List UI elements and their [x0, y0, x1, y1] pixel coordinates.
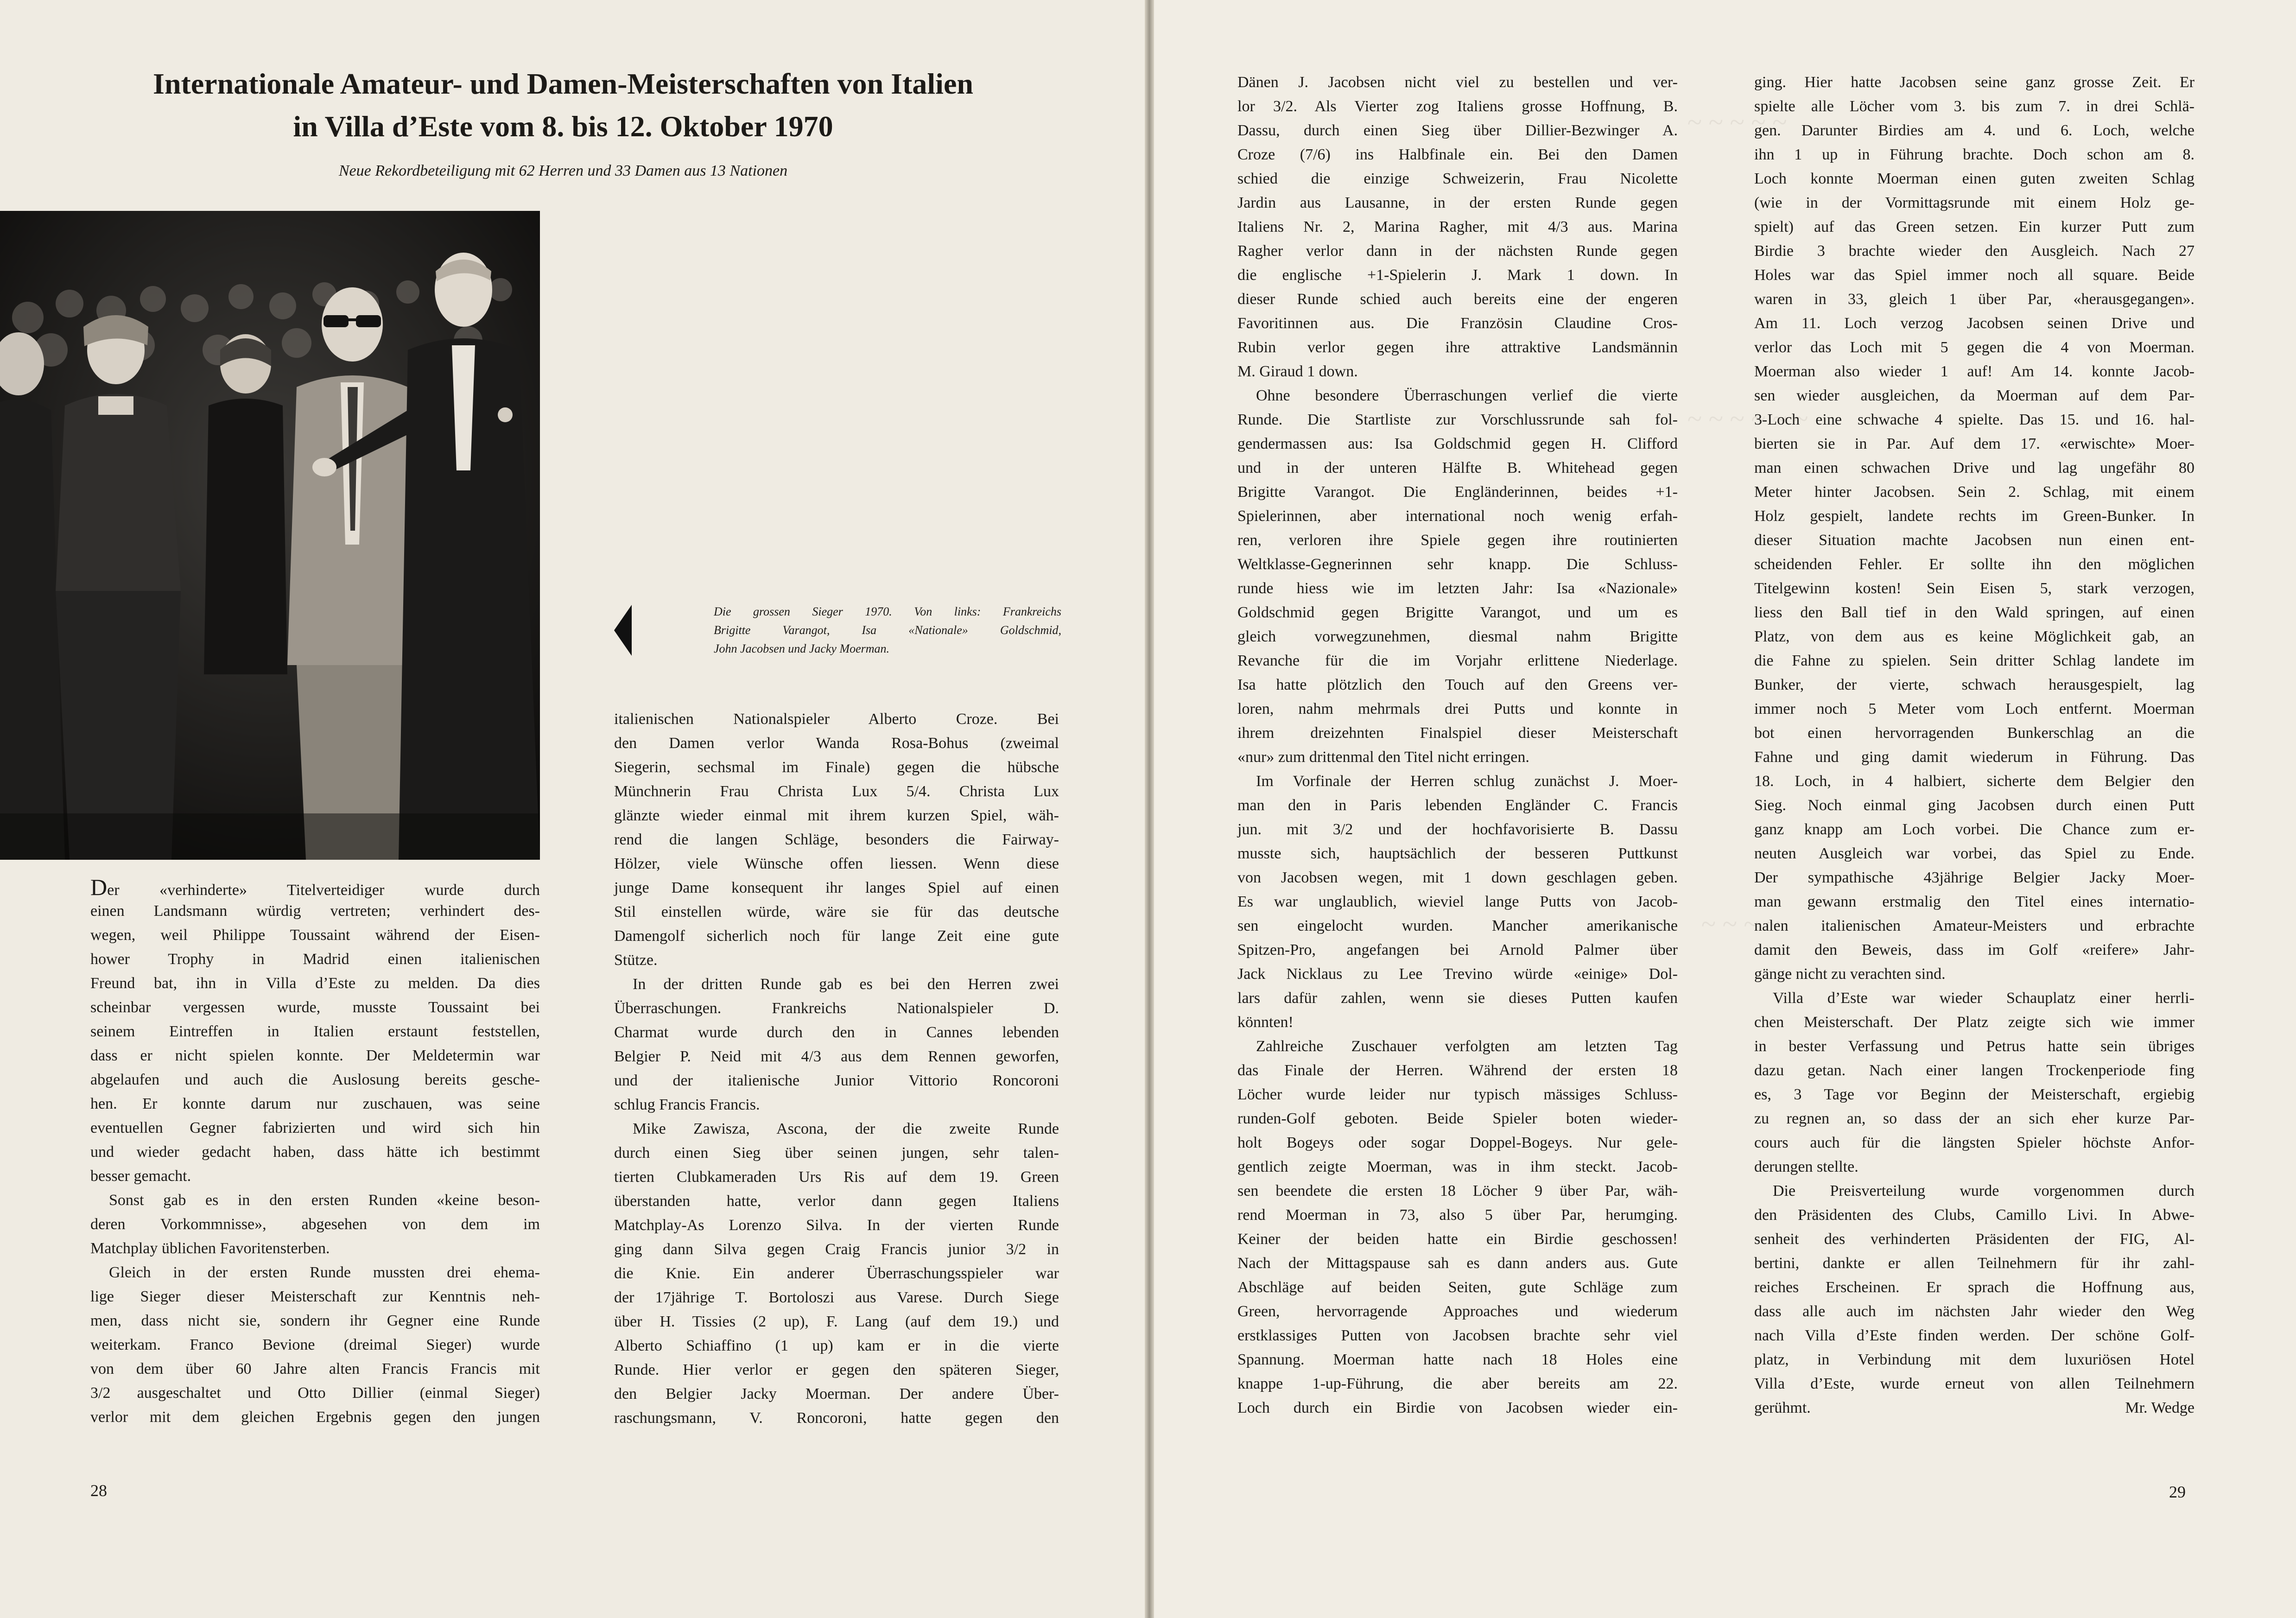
article-subtitle: Neue Rekordbeteiligung mit 62 Herren und 33 Damen aus 13 Nationen	[338, 162, 788, 179]
text-line: italienischen Nationalspieler Alberto Croze. Bei	[614, 711, 1059, 728]
text-line: der 17jährige T. Bortoloszi aus Varese. Durch Siege	[614, 1289, 1059, 1306]
text-line: in bester Verfassung und Petrus hatte sein übriges	[1754, 1038, 2195, 1055]
text-line: verlor mit dem gleichen Ergebnis gegen den jungen	[90, 1409, 540, 1426]
text-line: Weltklasse-Gegnerinnen sehr knapp. Die Schluss-	[1237, 556, 1678, 573]
winners-photo-illustration	[0, 211, 540, 860]
text-line: von dem über 60 Jahre alten Francis Francis mit	[90, 1360, 540, 1377]
binding-gutter	[1145, 0, 1154, 1618]
text-line: sen eingelocht wurden. Mancher amerikanische	[1237, 917, 1678, 934]
text-line: spielt) auf das Green setzen. Ein kurzer Putt zum	[1754, 218, 2195, 235]
text-line: Favoritinnen aus. Die Französin Claudine Cros-	[1237, 315, 1678, 332]
text-line: Matchplay-As Lorenzo Silva. In der vierten Runde	[614, 1217, 1059, 1234]
text-line: Spannung. Moerman hatte nach 18 Holes eine	[1237, 1351, 1678, 1368]
show-through-text: ~ ~ ~ ~ ~ ~	[1687, 404, 1808, 434]
text-line: Revanche für die im Vorjahr erlittene Niederlage.	[1237, 652, 1678, 669]
text-line: hen. Er konnte darum nur zuschauen, was seine	[90, 1095, 540, 1112]
text-line: Hölzer, viele Wünsche offen liessen. Wenn diese	[614, 855, 1059, 872]
text-line: Spitzen-Pro, angefangen bei Arnold Palmer über	[1237, 941, 1678, 958]
text-line: sen beendete die ersten 18 Löcher 9 über Par, wäh-	[1237, 1182, 1678, 1199]
text-line: gendermassen aus: Isa Goldschmid gegen H. Clifford	[1237, 435, 1678, 452]
page-number-left: 28	[90, 1481, 107, 1500]
text-line: hower Trophy in Madrid einen italienischen	[90, 951, 540, 968]
text-line: 18. Loch, in 4 halbiert, sicherte dem Belgier den	[1754, 773, 2195, 790]
text-line: und der italienische Junior Vittorio Roncoroni	[614, 1072, 1059, 1089]
text-line: verlor das Loch mit 5 gegen die 4 von Moerman.	[1754, 339, 2195, 356]
text-line: derungen stellte.	[1754, 1158, 1858, 1175]
text-line: Goldschmid gegen Brigitte Varangot, und um es	[1237, 604, 1678, 621]
text-line: Brigitte Varangot. Die Engländerinnen, beides +1-	[1237, 483, 1678, 501]
text-line: Alberto Schiaffino (1 up) kam er in die vierte	[614, 1337, 1059, 1354]
text-line: lars dafür zahlen, wenn sie dieses Putten kaufen	[1237, 990, 1678, 1007]
text-line: runden-Golf geboten. Beide Spieler boten wieder-	[1237, 1110, 1678, 1127]
text-line: Runde. Die Startliste zur Vorschlussrunde sah fol-	[1237, 411, 1678, 428]
text-line: gentlich zeigte Moerman, was in ihm steckt. Jacob-	[1237, 1158, 1678, 1175]
caption-line: Die grossen Sieger 1970. Von links: Frankreichs	[714, 605, 1061, 618]
text-line: sen wieder ausgleichen, da Moerman auf dem Par-	[1754, 387, 2195, 404]
text-line: loren, nahm mehrmals drei Putts und konnte in	[1237, 700, 1678, 717]
text-line: und wieder gedacht haben, dass hätte ich bestimmt	[90, 1143, 540, 1161]
text-line: gänge nicht zu verachten sind.	[1754, 965, 1946, 983]
caption-line: Brigitte Varangot, Isa «Nationale» Goldschmid,	[714, 623, 1061, 637]
text-line: Löcher wurde leider nur typisch mässiges Schluss-	[1237, 1086, 1678, 1103]
text-line: Sonst gab es in den ersten Runden «keine beson-	[109, 1192, 540, 1209]
text-line: Ragher verlor dann in der nächsten Runde gegen	[1237, 242, 1678, 260]
text-line: Green, hervorragende Approaches und wiederum	[1237, 1303, 1678, 1320]
text-line: dazu getan. Nach einer langen Trockenperiode fing	[1754, 1062, 2195, 1079]
text-line: seinem Eintreffen in Italien erstaunt feststellen,	[90, 1023, 540, 1040]
text-line: könnten!	[1237, 1014, 1294, 1031]
text-line: nach Villa d’Este finden werden. Der schöne Golf-	[1754, 1327, 2195, 1344]
text-line: Bunker, der vierte, schwach herausgespielt, lag	[1754, 676, 2195, 693]
page-number-right: 29	[2169, 1483, 2186, 1501]
text-line: waren in 33, gleich 1 über Par, «herausgegangen».	[1754, 291, 2195, 308]
text-line: platz, in Verbindung mit dem luxuriösen Hotel	[1754, 1351, 2195, 1368]
text-line: (wie in der Vormittagsrunde mit einem Holz ge-	[1754, 194, 2195, 211]
text-line	[1754, 1396, 2195, 1420]
text-line: senheit des verhinderten Präsidenten der FIG, Al-	[1754, 1231, 2195, 1248]
text-line: Runde. Hier verlor er gegen den späteren Sieger,	[614, 1361, 1059, 1378]
text-line: rend Moerman in 73, also 5 über Par, herumging.	[1237, 1206, 1678, 1224]
text-line: dieser Situation machte Jacobsen nun einen ent-	[1754, 532, 2195, 549]
text-line: Es war unglaublich, wieviel lange Putts von Jacob-	[1237, 893, 1678, 910]
text-line: Villa d’Este, wurde erneut von allen Teilnehmern	[1754, 1375, 2195, 1392]
text-line: 3/2 ausgeschaltet und Otto Dillier (einmal Sieger)	[90, 1384, 540, 1402]
text-line: dass er nicht spielen konnte. Der Meldetermin war	[90, 1047, 540, 1064]
text-line: die Fahne zu spielen. Sein dritter Schlag landete im	[1754, 652, 2195, 669]
text-line: «nur» zum drittenmal den Titel nicht erringen.	[1237, 749, 1529, 766]
text-line: besser gemacht.	[90, 1167, 191, 1185]
text-line: chen Meisterschaft. Der Platz zeigte sich wie immer	[1754, 1014, 2195, 1031]
text-line: glänzte wieder einmal mit ihrem kurzen Spiel, wäh-	[614, 807, 1059, 824]
text-line: Jardin aus Lausanne, in der ersten Runde gegen	[1237, 194, 1678, 211]
text-line: Im Vorfinale der Herren schlug zunächst J. Moer-	[1256, 773, 1678, 790]
text-line: ren, verloren ihre Spiele gegen ihre routinierten	[1237, 532, 1678, 549]
text-line: nalen italienischen Amateur-Meisters und erbrachte	[1754, 917, 2195, 934]
text-line: jun. mit 3/2 und der hochfavorisierte B. Dassu	[1237, 821, 1678, 838]
text-line: Moerman also wieder 1 auf! Am 14. konnte Jacob-	[1754, 363, 2195, 380]
photo-caption	[714, 603, 1061, 658]
text-line: Villa d’Este war wieder Schauplatz einer herrli-	[1773, 990, 2195, 1007]
left-page	[0, 0, 1145, 1618]
text-line: junge Dame konsequent ihr langes Spiel auf einen	[614, 879, 1059, 896]
text-line: In der dritten Runde gab es bei den Herren zwei	[633, 976, 1059, 993]
text-line: men, dass nicht sie, sondern ihr Gegner eine Runde	[90, 1312, 540, 1329]
title-line-2: in Villa d’Este vom 8. bis 12. Oktober 1970	[293, 110, 833, 143]
text-line: Keiner der beiden hatte ein Birdie geschossen!	[1237, 1231, 1678, 1248]
text-line: raschungsmann, V. Roncoroni, hatte gegen den	[614, 1409, 1059, 1427]
text-line: Holz gespielt, landete rechts im Green-Bunker. In	[1754, 508, 2195, 525]
text-line: Die Preisverteilung wurde vorgenommen durch	[1773, 1182, 2195, 1199]
text-line: von Jacobsen wegen, mit 1 down geschlagen geben.	[1237, 869, 1678, 886]
text-line: ihn 1 up in Führung brachte. Doch schon am 8.	[1754, 146, 2195, 163]
text-line: durch einen Sieg über seinen jungen, sehr talen-	[614, 1144, 1059, 1161]
text-line: knappe 1-up-Führung, die aber bereits am 22.	[1237, 1375, 1678, 1392]
text-line: cours auch für die längsten Spieler höchste Anfor-	[1754, 1134, 2195, 1151]
text-line: liess den Ball tief in den Wald springen, auf einen	[1754, 604, 2195, 621]
text-line: bertini, dankte er allen Teilnehmern für ihr zahl-	[1754, 1255, 2195, 1272]
text-line: Charmat wurde durch den in Cannes lebenden	[614, 1024, 1059, 1041]
text-line: einen Landsmann würdig vertreten; verhindert des-	[90, 902, 540, 920]
text-line: Der sympathische 43jährige Belgier Jacky Moer-	[1754, 869, 2195, 886]
text-line	[90, 875, 540, 899]
text-line: dass alle auch im nächsten Jahr wieder den Weg	[1754, 1303, 2195, 1320]
text-line: die englische +1-Spielerin J. Mark 1 down. In	[1237, 266, 1678, 284]
text-line: Belgier P. Neid mit 4/3 aus dem Rennen geworfen,	[614, 1048, 1059, 1065]
text-line: Birdie 3 brachte wieder den Ausgleich. Nach 27	[1754, 242, 2195, 260]
text-line: abgelaufen und auch die Auslosung bereits gesche-	[90, 1071, 540, 1088]
text-line-content: gerühmt.	[1754, 1399, 1811, 1416]
text-line: spielte alle Löcher vom 3. bis zum 7. in drei Schlä-	[1754, 98, 2195, 115]
text-line: Am 11. Loch verzog Jacobsen seinen Drive und	[1754, 315, 2195, 332]
text-line: dieser Runde schied auch bereits eine der engeren	[1237, 291, 1678, 308]
text-line: M. Giraud 1 down.	[1237, 363, 1358, 380]
text-line: Mike Zawisza, Ascona, der die zweite Runde	[633, 1120, 1059, 1137]
text-line: weiterkam. Franco Bevione (dreimal Sieger) wurde	[90, 1336, 540, 1353]
text-line: ihrem dreizehnten Finalspiel dieser Meisterschaft	[1237, 724, 1678, 742]
initial-letter: D	[90, 874, 108, 900]
text-line: bierten sie in Par. Auf dem 17. «erwischte» Moer-	[1754, 435, 2195, 452]
column-4	[1754, 70, 2195, 1420]
column-2	[614, 707, 1059, 1430]
text-line: musste sich, hauptsächlich der besseren Puttkunst	[1237, 845, 1678, 862]
text-line: Fahne und ging damit wiederum in Führung. Das	[1754, 749, 2195, 766]
text-line: zu regnen an, so dass der an sich eher kurze Par-	[1754, 1110, 2195, 1127]
column-1	[90, 875, 540, 1429]
text-line: runde hiess wie im letzten Jahr: Isa «Nazionale»	[1237, 580, 1678, 597]
author-signature: Mr. Wedge	[2125, 1399, 2195, 1416]
text-line: Titelgewinn kosten! Sein Eisen 5, stark verzogen,	[1754, 580, 2195, 597]
text-line: immer noch 5 Meter vom Loch entfernt. Moerman	[1754, 700, 2195, 717]
text-line: Münchnerin Frau Christa Lux 5/4. Christa Lux	[614, 783, 1059, 800]
column-3	[1237, 70, 1678, 1420]
text-line: Sieg. Noch einmal ging Jacobsen durch einen Putt	[1754, 797, 2195, 814]
text-line: lige Sieger dieser Meisterschaft zur Kenntnis neh-	[90, 1288, 540, 1305]
text-line: ganz knapp am Loch vorbei. Die Chance zum er-	[1754, 821, 2195, 838]
text-line: Stütze.	[614, 952, 658, 969]
text-line: 3-Loch eine schwache 4 spielte. Das 15. und 16. hal-	[1754, 411, 2195, 428]
text-line: Überraschungen. Frankreichs Nationalspieler D.	[614, 1000, 1059, 1017]
text-line: neuten Ausgleich war vorbei, das Spiel zu Ende.	[1754, 845, 2195, 862]
title-line-1: Internationale Amateur- und Damen-Meisterschaften von Italien	[153, 67, 973, 100]
text-line: Nach der Mittagspause sah es dann anders aus. Gute	[1237, 1255, 1678, 1272]
text-line: Loch konnte Moerman einen guten zweiten Schlag	[1754, 170, 2195, 187]
text-line: Abschläge auf beiden Seiten, gute Schläge zum	[1237, 1279, 1678, 1296]
text-line: eventuellen Gegner fabrizierten und wird sich hin	[90, 1119, 540, 1136]
text-line: Spielerinnen, aber international noch wenig erfah-	[1237, 508, 1678, 525]
text-line: Dassu, durch einen Sieg über Dillier-Bezwinger A.	[1237, 122, 1678, 139]
text-line: rend die langen Schläge, besonders die Fairway-	[614, 831, 1059, 848]
article-title	[65, 63, 1061, 148]
text-line: überstanden hatte, verlor dann gegen Italiens	[614, 1193, 1059, 1210]
text-line: Isa hatte plötzlich den Touch auf den Greens ver-	[1237, 676, 1678, 693]
text-line: man einen schwachen Drive und lag ungefähr 80	[1754, 459, 2195, 476]
text-line: man gewann erstmalig den Titel eines internatio-	[1754, 893, 2195, 910]
text-line: damit den Beweis, dass im Golf «reifere» Jahr-	[1754, 941, 2195, 958]
text-line: Stil einstellen würde, wäre sie für das deutsche	[614, 903, 1059, 920]
text-line: den Damen verlor Wanda Rosa-Bohus (zweimal	[614, 735, 1059, 752]
text-line: es, 3 Tage vor Beginn der Meisterschaft, ergiebig	[1754, 1086, 2195, 1103]
caption-pointer-icon	[614, 605, 632, 656]
text-line: Italiens Nr. 2, Marina Ragher, mit 4/3 aus. Marina	[1237, 218, 1678, 235]
winners-photo	[0, 211, 540, 860]
show-through-text: ~ ~ ~ ~ ~	[1687, 107, 1787, 137]
text-line: Jack Nicklaus zu Lee Trevino würde «einige» Dol-	[1237, 965, 1678, 983]
text-line: den Belgier Jacky Moerman. Der andere Über-	[614, 1385, 1059, 1402]
text-line: reiches Erscheinen. Er sprach die Hoffnung aus,	[1754, 1279, 2195, 1296]
text-line: die Knie. Ein anderer Überraschungsspieler war	[614, 1265, 1059, 1282]
text-line: Meter hinter Jacobsen. Sein 2. Schlag, mit einem	[1754, 483, 2195, 501]
text-line: Ohne besondere Überraschungen verlief die vierte	[1256, 387, 1678, 404]
text-line: Platz, von dem aus es keine Möglichkeit gab, an	[1754, 628, 2195, 645]
text-line: Gleich in der ersten Runde mussten drei ehema-	[109, 1264, 540, 1281]
show-through-text: ~ ~ ~ ~	[1701, 909, 1780, 939]
text-line: Rubin verlor gegen ihre attraktive Landsmännin	[1237, 339, 1678, 356]
text-line: Siegerin, sechsmal im Finale) gegen die hübsche	[614, 759, 1059, 776]
text-line: wegen, weil Philippe Toussaint während der Eisen-	[90, 926, 540, 944]
text-line: Croze (7/6) ins Halbfinale ein. Bei den Damen	[1237, 146, 1678, 163]
text-line: erstklassiges Putten von Jacobsen brachte sehr viel	[1237, 1327, 1678, 1344]
text-line: gleich vorwegzunehmen, diesmal nahm Brigitte	[1237, 628, 1678, 645]
text-line: holt Bogeys oder sogar Doppel-Bogeys. Nur gele-	[1237, 1134, 1678, 1151]
text-line: über H. Tissies (2 up), F. Lang (auf dem 19.) und	[614, 1313, 1059, 1330]
text-line: man den in Paris lebenden Engländer C. Francis	[1237, 797, 1678, 814]
text-line: Holes war das Spiel immer noch all square. Beide	[1754, 266, 2195, 284]
text-line: scheidenden Fehler. Er sollte ihn den möglichen	[1754, 556, 2195, 573]
text-line: Zahlreiche Zuschauer verfolgten am letzten Tag	[1256, 1038, 1678, 1055]
text-line: und in der unteren Hälfte B. Whitehead gegen	[1237, 459, 1678, 476]
text-line: Freund bat, ihn in Villa d’Este zu melden. Da dies	[90, 975, 540, 992]
text-line: gen. Darunter Birdies am 4. und 6. Loch, welche	[1754, 122, 2195, 139]
text-line: ging. Hier hatte Jacobsen seine ganz grosse Zeit. Er	[1754, 74, 2195, 91]
text-line: den Präsidenten des Clubs, Camillo Livi. In Abwe-	[1754, 1206, 2195, 1224]
text-line: scheinbar vergessen wurde, musste Toussaint bei	[90, 999, 540, 1016]
text-line: ging dann Silva gegen Craig Francis junior 3/2 in	[614, 1241, 1059, 1258]
text-line: schlug Francis Francis.	[614, 1096, 760, 1113]
text-line: Loch durch ein Birdie von Jacobsen wieder ein-	[1237, 1399, 1678, 1416]
text-line: lor 3/2. Als Vierter zog Italiens grosse Hoffnung, B.	[1237, 98, 1678, 115]
text-line: Dänen J. Jacobsen nicht viel zu bestellen und ver-	[1237, 74, 1678, 91]
text-line: Matchplay üblichen Favoritensterben.	[90, 1240, 330, 1257]
text-line: das Finale der Herren. Während der ersten 18	[1237, 1062, 1678, 1079]
text-line-content: er «verhinderte» Titelverteidiger wurde durch	[107, 882, 540, 899]
right-page	[1154, 0, 2296, 1618]
text-line: bot einen hervorragenden Bunkerschlag an die	[1754, 724, 2195, 742]
text-line: schied die einzige Schweizerin, Frau Nicolette	[1237, 170, 1678, 187]
text-line: deren Vorkommnisse», abgesehen von dem im	[90, 1216, 540, 1233]
text-line: Damengolf sicherlich noch für lange Zeit eine gute	[614, 927, 1059, 945]
caption-line: John Jacobsen und Jacky Moerman.	[714, 642, 890, 655]
text-line: tierten Clubkameraden Urs Ris auf dem 19. Green	[614, 1168, 1059, 1186]
